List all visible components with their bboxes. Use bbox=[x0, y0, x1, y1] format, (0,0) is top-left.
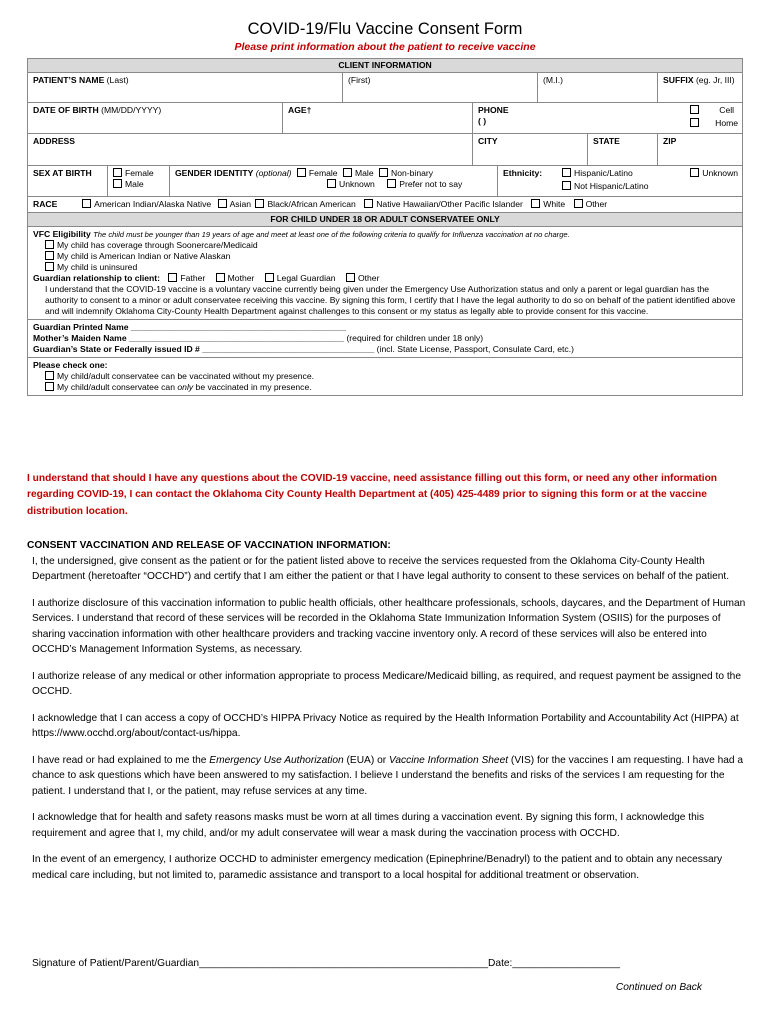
state-label: STATE bbox=[593, 136, 620, 146]
gender-male-label: Male bbox=[354, 168, 374, 178]
patient-name-last-hint: (Last) bbox=[104, 75, 129, 85]
presence-cell bbox=[28, 358, 743, 396]
consent-heading: CONSENT VACCINATION AND RELEASE OF VACCINATION INFORMATION: bbox=[27, 540, 391, 551]
eth-not-hispanic-checkbox[interactable] bbox=[562, 181, 571, 190]
dob-field[interactable] bbox=[28, 103, 283, 134]
signature-line[interactable]: __________________________________________________ bbox=[199, 958, 483, 969]
rel-mother-checkbox[interactable] bbox=[216, 273, 225, 282]
gender-identity-cell bbox=[170, 166, 498, 196]
rel-other-label: Other bbox=[357, 273, 380, 283]
vaccinate-in-presence-only: only bbox=[177, 382, 194, 392]
maiden-name-note: (required for children under 18 only) bbox=[344, 333, 484, 343]
ethnicity-label: Ethnicity: bbox=[503, 168, 543, 178]
eth-hispanic-label: Hispanic/Latino bbox=[574, 168, 633, 178]
rel-father-checkbox[interactable] bbox=[168, 273, 177, 282]
ethnicity-cell bbox=[498, 166, 742, 196]
suffix-hint: (eg. Jr, III) bbox=[693, 75, 735, 85]
signature-label: Signature of Patient/Parent/Guardian bbox=[32, 958, 200, 969]
phone-label: PHONE bbox=[478, 105, 509, 115]
sex-female-checkbox[interactable] bbox=[113, 168, 122, 177]
signature-row bbox=[32, 958, 620, 969]
race-label: RACE bbox=[33, 199, 58, 209]
guardian-statement: I understand that the COVID-19 vaccine is a voluntary vaccine currently being given under the Emergency Use Authorization status and only a parent or legal guardian has the authority to consent to a minor or adult conservatee receiving this vaccine. By signing this form, I certify that I have the legal authority to do so on behalf of the patient identified above and will indemnify Oklahoma City-County Health Department against challenges to this consent or my status as legally able to provide consent for this vaccine. bbox=[45, 284, 736, 316]
consent-paragraph-5 bbox=[32, 753, 752, 800]
eth-not-hispanic-label: Not Hispanic/Latino bbox=[574, 181, 649, 191]
sex-at-birth-options bbox=[108, 166, 170, 196]
consent-paragraph-3: I authorize release of any medical or other information appropriate to process Medicare/Medicaid billing, as required, and request payment be assigned to the OCCHD. bbox=[32, 670, 741, 697]
cell-checkbox[interactable] bbox=[690, 105, 699, 114]
rel-father-label: Father bbox=[180, 273, 206, 283]
phone-field[interactable] bbox=[473, 103, 743, 134]
cell-label: Cell bbox=[719, 105, 735, 115]
vaccinate-without-presence-checkbox[interactable] bbox=[45, 371, 54, 380]
state-field[interactable] bbox=[588, 134, 658, 166]
guardian-details-cell bbox=[28, 320, 743, 358]
vaccinate-in-presence-pre: My child/adult conservatee can bbox=[57, 382, 178, 392]
vaccinate-in-presence-checkbox[interactable] bbox=[45, 382, 54, 391]
client-info-header: CLIENT INFORMATION bbox=[28, 59, 743, 73]
gender-prefer-not-checkbox[interactable] bbox=[387, 179, 396, 188]
eth-hispanic-checkbox[interactable] bbox=[562, 168, 571, 177]
vfc-soonercare-label: My child has coverage through Soonercare/Medicaid bbox=[57, 240, 258, 250]
guardian-id-line[interactable]: ____________________________________ bbox=[202, 344, 375, 354]
race-black-checkbox[interactable] bbox=[255, 199, 264, 208]
phone-area-code: ( ) bbox=[478, 116, 487, 126]
gender-male-checkbox[interactable] bbox=[343, 168, 352, 177]
questions-notice: I understand that should I have any questions about the COVID-19 vaccine, need assistance filling out this form, or need any other information regarding COVID-19, I can contact the Oklahoma City County Health Department at (405) 425-4489 prior to signing this form or at the vaccine distribution location. bbox=[27, 473, 718, 517]
vfc-note: The child must be younger than 19 years of age and meet at least one of the following criteria to qualify for Influenza vaccination at no charge. bbox=[93, 230, 570, 239]
race-asian-label: Asian bbox=[229, 199, 252, 209]
race-other-checkbox[interactable] bbox=[574, 199, 583, 208]
sex-at-birth-label: SEX AT BIRTH bbox=[33, 168, 92, 178]
gender-unknown-checkbox[interactable] bbox=[327, 179, 336, 188]
mothers-maiden-name-label: Mother’s Maiden Name bbox=[33, 333, 129, 343]
p5-text-c: (VIS) for the vaccines I am requesting. I have had a chance to ask questions which have been answered to my satisfaction. I believe I understand the benefits and risks of the services I am requesting for the patient. I understand that I, or the patient, may refuse services at any time. bbox=[32, 754, 744, 797]
vfc-uninsured-checkbox[interactable] bbox=[45, 262, 54, 271]
vfc-label: VFC Eligibility bbox=[33, 229, 91, 239]
zip-label: ZIP bbox=[663, 136, 677, 146]
guardian-printed-name-line[interactable]: _____________________________________________ bbox=[130, 322, 346, 332]
race-aian-label: American Indian/Alaska Native bbox=[94, 199, 212, 209]
city-field[interactable] bbox=[473, 134, 588, 166]
gender-prefer-not-label: Prefer not to say bbox=[399, 179, 463, 189]
date-line[interactable]: ___________________ bbox=[512, 958, 621, 969]
race-nhpi-label: Native Hawaiian/Other Pacific Islander bbox=[376, 199, 523, 209]
guardian-relationship-label: Guardian relationship to client: bbox=[33, 273, 161, 283]
gender-nonbinary-checkbox[interactable] bbox=[379, 168, 388, 177]
home-label: Home bbox=[715, 118, 739, 128]
vaccinate-without-presence-label: My child/adult conservatee can be vaccinated without my presence. bbox=[57, 371, 314, 381]
mi-label: (M.I.) bbox=[543, 75, 564, 85]
sex-male-checkbox[interactable] bbox=[113, 179, 122, 188]
consent-section bbox=[27, 538, 752, 894]
race-aian-checkbox[interactable] bbox=[82, 199, 91, 208]
consent-paragraph-4: I acknowledge that I can access a copy of OCCHD’s HIPPA Privacy Notice as required by the Health Information Portability and Accountability Act (HIPPA) at https://www.occhd.org/about/contact-us/hippa. bbox=[32, 712, 739, 739]
gender-identity-label: GENDER IDENTITY bbox=[175, 168, 254, 178]
city-label: CITY bbox=[478, 136, 498, 146]
rel-legal-guardian-checkbox[interactable] bbox=[265, 273, 274, 282]
first-name-label: (First) bbox=[348, 75, 371, 85]
form-subtitle: Please print information about the patient to receive vaccine bbox=[234, 41, 536, 53]
suffix-label: SUFFIX bbox=[663, 75, 694, 85]
client-information-table bbox=[27, 58, 743, 396]
patient-suffix-field[interactable] bbox=[658, 73, 743, 103]
race-other-label: Other bbox=[585, 199, 608, 209]
vfc-eligibility-cell bbox=[28, 227, 743, 320]
patient-mi-field[interactable] bbox=[538, 73, 658, 103]
consent-paragraph-6: I acknowledge that for health and safety reasons masks must be worn at all times during a vaccination event. By signing this form, I acknowledge this requirement and agree that I, my child, and/or my adult conservatee will wear a mask during the vaccination process with OCCHD. bbox=[32, 812, 705, 839]
rel-legal-guardian-label: Legal Guardian bbox=[276, 273, 336, 283]
home-checkbox[interactable] bbox=[690, 118, 699, 127]
guardian-id-label: Guardian’s State or Federally issued ID # bbox=[33, 344, 203, 354]
date-label: _Date: bbox=[482, 958, 513, 969]
consent-paragraph-7: In the event of an emergency, I authorize OCCHD to administer emergency medication (Epinephrine/Benadryl) to the patient and to obtain any necessary medical care including, but not limited to, paramedic assistance and transport to a local hospital for additional treatment or observation. bbox=[32, 854, 723, 881]
consent-paragraph-2: I authorize disclosure of this vaccination information to public health officials, other healthcare professionals, schools, daycares, and the Department of Human Services. I understand that record of these services will be recorded in the Oklahoma State Immunization Information System (OSIIS) for the purposes of sharing vaccination information with other healthcare providers and tracking vaccine inventory only. A record of these services will also be entered into OCCHD’s Management Information Systems, as necessary. bbox=[32, 597, 746, 655]
race-black-label: Black/African American bbox=[267, 199, 356, 209]
gender-optional-label: (optional) bbox=[255, 168, 292, 178]
sex-male-label: Male bbox=[125, 179, 144, 189]
vfc-native-label: My child is American Indian or Native Alaskan bbox=[57, 251, 231, 261]
mothers-maiden-name-line[interactable]: _____________________________________________ bbox=[128, 333, 345, 343]
consent-paragraph-1: I, the undersigned, give consent as the patient or for the patient listed above to receive the services requested from the Oklahoma City-County Health Department (heretoafter “OCCHD”) and certify that I am either the patient or that I have legal authority to consent to these services on behalf of the patient. bbox=[32, 555, 730, 582]
gender-female-label: Female bbox=[308, 168, 338, 178]
address-field[interactable] bbox=[28, 134, 473, 166]
age-label: AGE† bbox=[288, 105, 312, 115]
p5-vis: Vaccine Information Sheet bbox=[388, 754, 509, 766]
dob-hint: (MM/DD/YYYY) bbox=[98, 105, 162, 115]
eth-unknown-checkbox[interactable] bbox=[690, 168, 699, 177]
vfc-soonercare-checkbox[interactable] bbox=[45, 240, 54, 249]
race-white-label: White bbox=[543, 199, 566, 209]
continued-on-back: Continued on Back bbox=[615, 982, 702, 993]
child-section-header: FOR CHILD UNDER 18 OR ADULT CONSERVATEE ONLY bbox=[28, 213, 743, 227]
sex-female-label: Female bbox=[125, 168, 154, 178]
vaccinate-in-presence-post: be vaccinated in my presence. bbox=[193, 382, 312, 392]
dob-label: DATE OF BIRTH bbox=[33, 105, 99, 115]
race-white-checkbox[interactable] bbox=[531, 199, 540, 208]
race-asian-checkbox[interactable] bbox=[218, 199, 227, 208]
sex-at-birth-cell bbox=[28, 166, 108, 196]
p5-text-a: I have read or had explained to me the bbox=[32, 754, 210, 766]
vfc-uninsured-label: My child is uninsured bbox=[57, 262, 138, 272]
gender-female-checkbox[interactable] bbox=[297, 168, 306, 177]
zip-field[interactable] bbox=[658, 134, 743, 166]
guardian-id-note: (incl. State License, Passport, Consulate Card, etc.) bbox=[374, 344, 574, 354]
race-nhpi-checkbox[interactable] bbox=[364, 199, 373, 208]
gender-nonbinary-label: Non-binary bbox=[391, 168, 434, 178]
patient-name-label: PATIENT’S NAME bbox=[33, 75, 105, 85]
p5-eua: Emergency Use Authorization bbox=[209, 754, 344, 766]
eth-unknown-label: Unknown bbox=[702, 168, 739, 178]
age-field[interactable] bbox=[283, 103, 473, 134]
rel-mother-label: Mother bbox=[227, 273, 255, 283]
race-row bbox=[28, 197, 743, 213]
patient-name-first-field[interactable] bbox=[343, 73, 538, 103]
address-label: ADDRESS bbox=[33, 136, 76, 146]
patient-name-last-field[interactable] bbox=[28, 73, 343, 103]
guardian-printed-name-label: Guardian Printed Name bbox=[33, 322, 131, 332]
gender-unknown-label: Unknown bbox=[339, 179, 375, 189]
check-one-label: Please check one: bbox=[33, 360, 108, 370]
p5-text-b: (EUA) or bbox=[343, 754, 389, 766]
vfc-native-checkbox[interactable] bbox=[45, 251, 54, 260]
form-title: COVID-19/Flu Vaccine Consent Form bbox=[247, 20, 523, 38]
rel-other-checkbox[interactable] bbox=[346, 273, 355, 282]
